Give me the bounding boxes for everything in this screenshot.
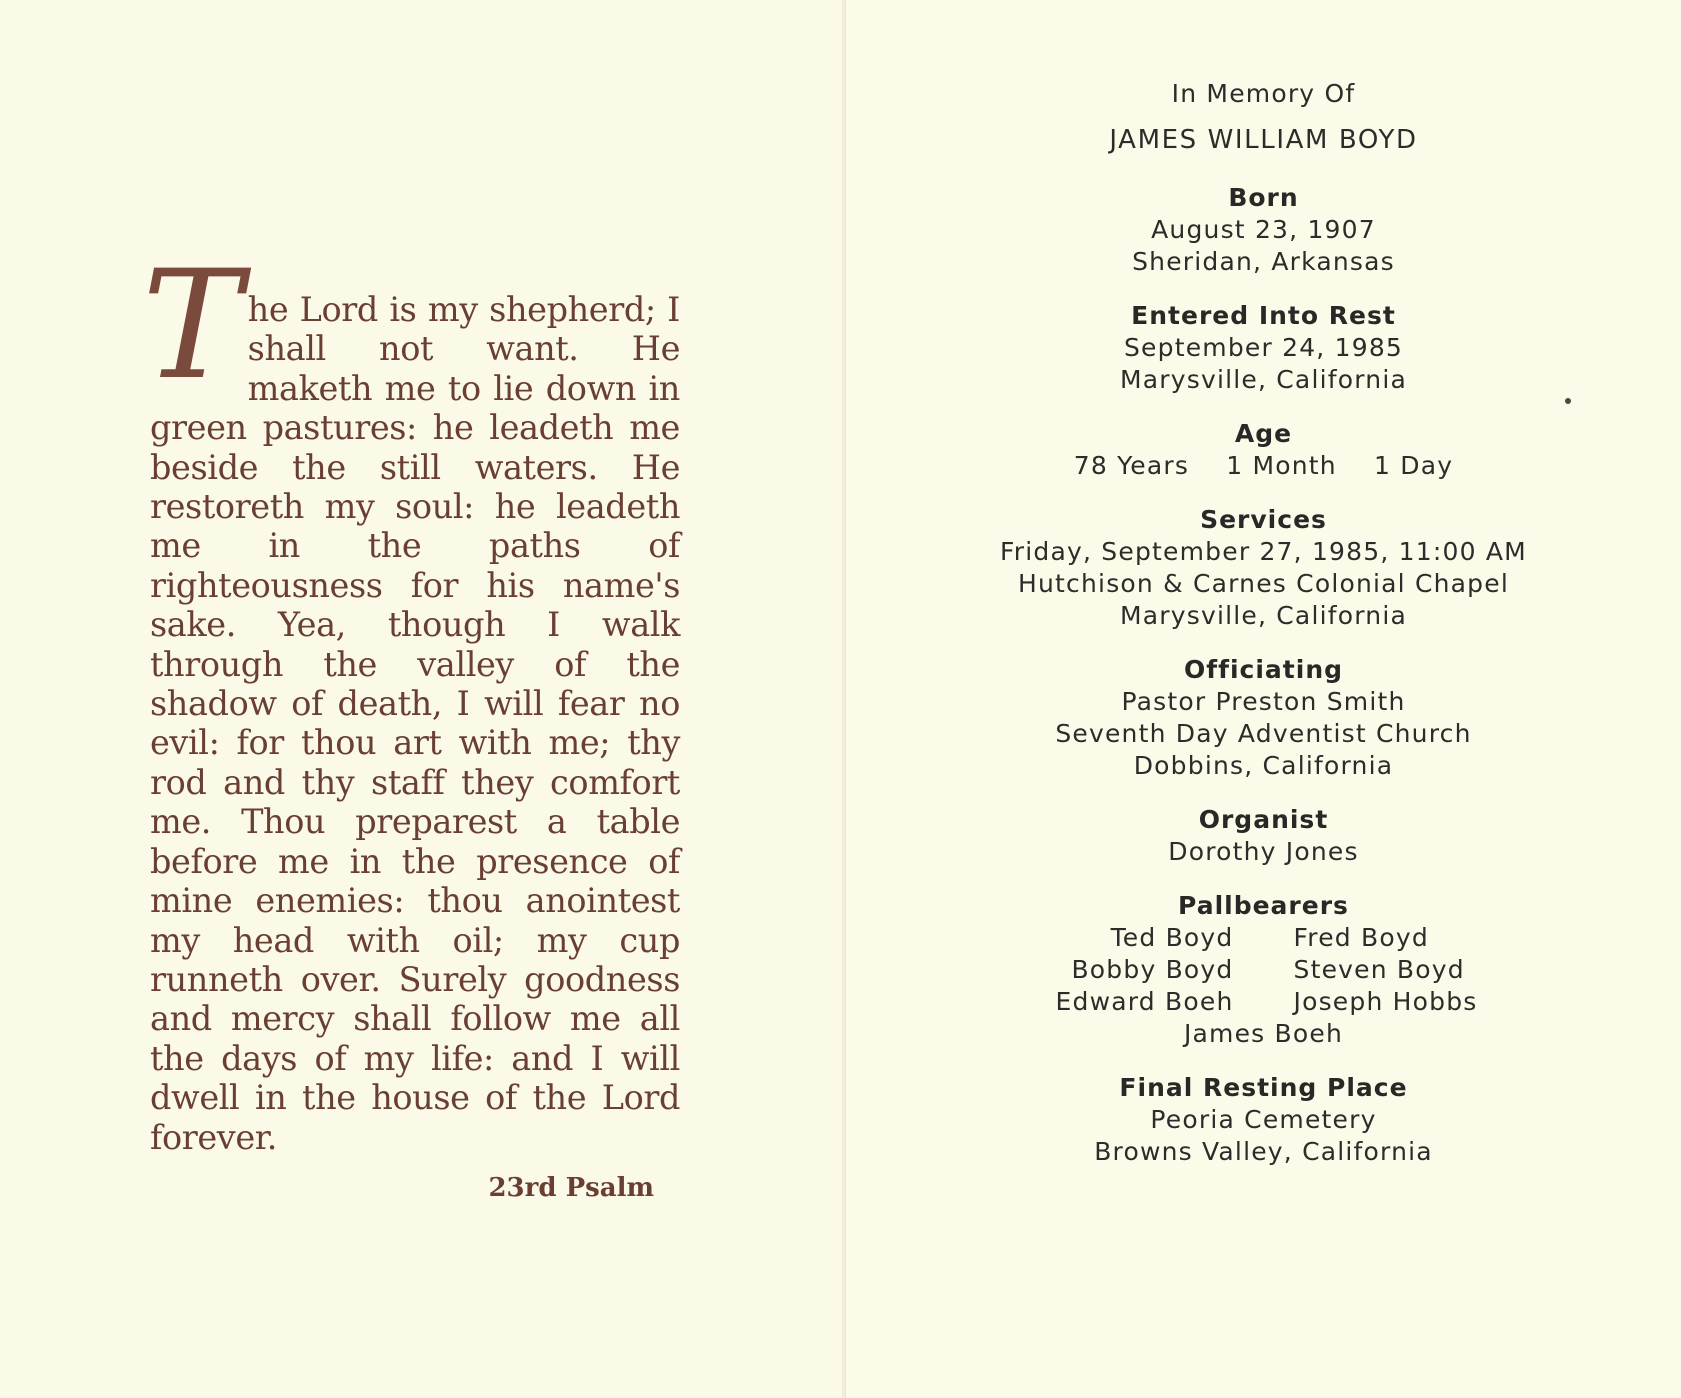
officiating-place: Dobbins, California [1133, 751, 1394, 780]
pallbearer: Fred Boyd [1293, 923, 1429, 952]
resting-heading: Final Resting Place [1119, 1073, 1408, 1102]
memorial-intro: In Memory Of [1171, 79, 1356, 108]
pallbearer: Joseph Hobbs [1293, 987, 1478, 1016]
paper-speck [1565, 398, 1571, 404]
psalm-text-block [142, 239, 680, 1157]
officiating-name: Pastor Preston Smith [1121, 687, 1406, 716]
age-years: 78 Years [1073, 451, 1190, 480]
services-heading: Services [1200, 505, 1327, 534]
age-days: 1 Day [1374, 451, 1454, 480]
psalm-reference: 23rd Psalm [488, 1172, 654, 1203]
pallbearer: Edward Boeh [1055, 987, 1234, 1016]
pallbearers-list [1034, 922, 1494, 1018]
rest-date: September 24, 1985 [1123, 333, 1404, 362]
pallbearer: Bobby Boyd [1071, 955, 1234, 984]
officiating-church: Seventh Day Adventist Church [1055, 719, 1472, 748]
pallbearers-heading: Pallbearers [1178, 891, 1349, 920]
rest-heading: Entered Into Rest [1131, 301, 1396, 330]
services-venue: Hutchison & Carnes Colonial Chapel [1018, 569, 1509, 598]
memorial-details [846, 78, 1681, 1168]
resting-place: Browns Valley, California [1094, 1137, 1433, 1166]
services-place: Marysville, California [1119, 601, 1407, 630]
deceased-name: JAMES WILLIAM BOYD [1109, 125, 1418, 155]
age-months: 1 Month [1226, 451, 1337, 480]
psalm-body: he Lord is my shepherd; I shall not want. He maketh me to lie down in green pastures: he leadeth me beside the still waters. He restoreth my soul: he leadeth me in the paths of righteousness for his name's sake. Yea, though I walk through the valley of the shadow of death, I will fear no evil: for thou art with me; thy rod and thy staff they comfort me. Thou preparest a table before me in the presence of mine enemies: thou anointest my head with oil; my cup runneth over. Surely goodness and mercy shall follow me all the days of my life: and I will dwell in the house of the Lord forever. [150, 290, 680, 1157]
age-heading: Age [1234, 419, 1293, 448]
pallbearer-last: James Boeh [1183, 1019, 1344, 1048]
organist-heading: Organist [1198, 805, 1329, 834]
psalm-drop-cap: T [142, 239, 242, 413]
born-place: Sheridan, Arkansas [1132, 247, 1395, 276]
organist-name: Dorothy Jones [1168, 837, 1359, 866]
officiating-heading: Officiating [1183, 655, 1344, 684]
born-heading: Born [1228, 183, 1299, 212]
pallbearer: Ted Boyd [1110, 923, 1234, 952]
age-row [846, 450, 1681, 482]
born-date: August 23, 1907 [1151, 215, 1376, 244]
psalm-block [142, 239, 680, 1203]
pallbearer: Steven Boyd [1293, 955, 1465, 984]
rest-place: Marysville, California [1119, 365, 1407, 394]
resting-cemetery: Peoria Cemetery [1150, 1105, 1377, 1134]
services-datetime: Friday, September 27, 1985, 11:00 AM [1000, 537, 1527, 566]
